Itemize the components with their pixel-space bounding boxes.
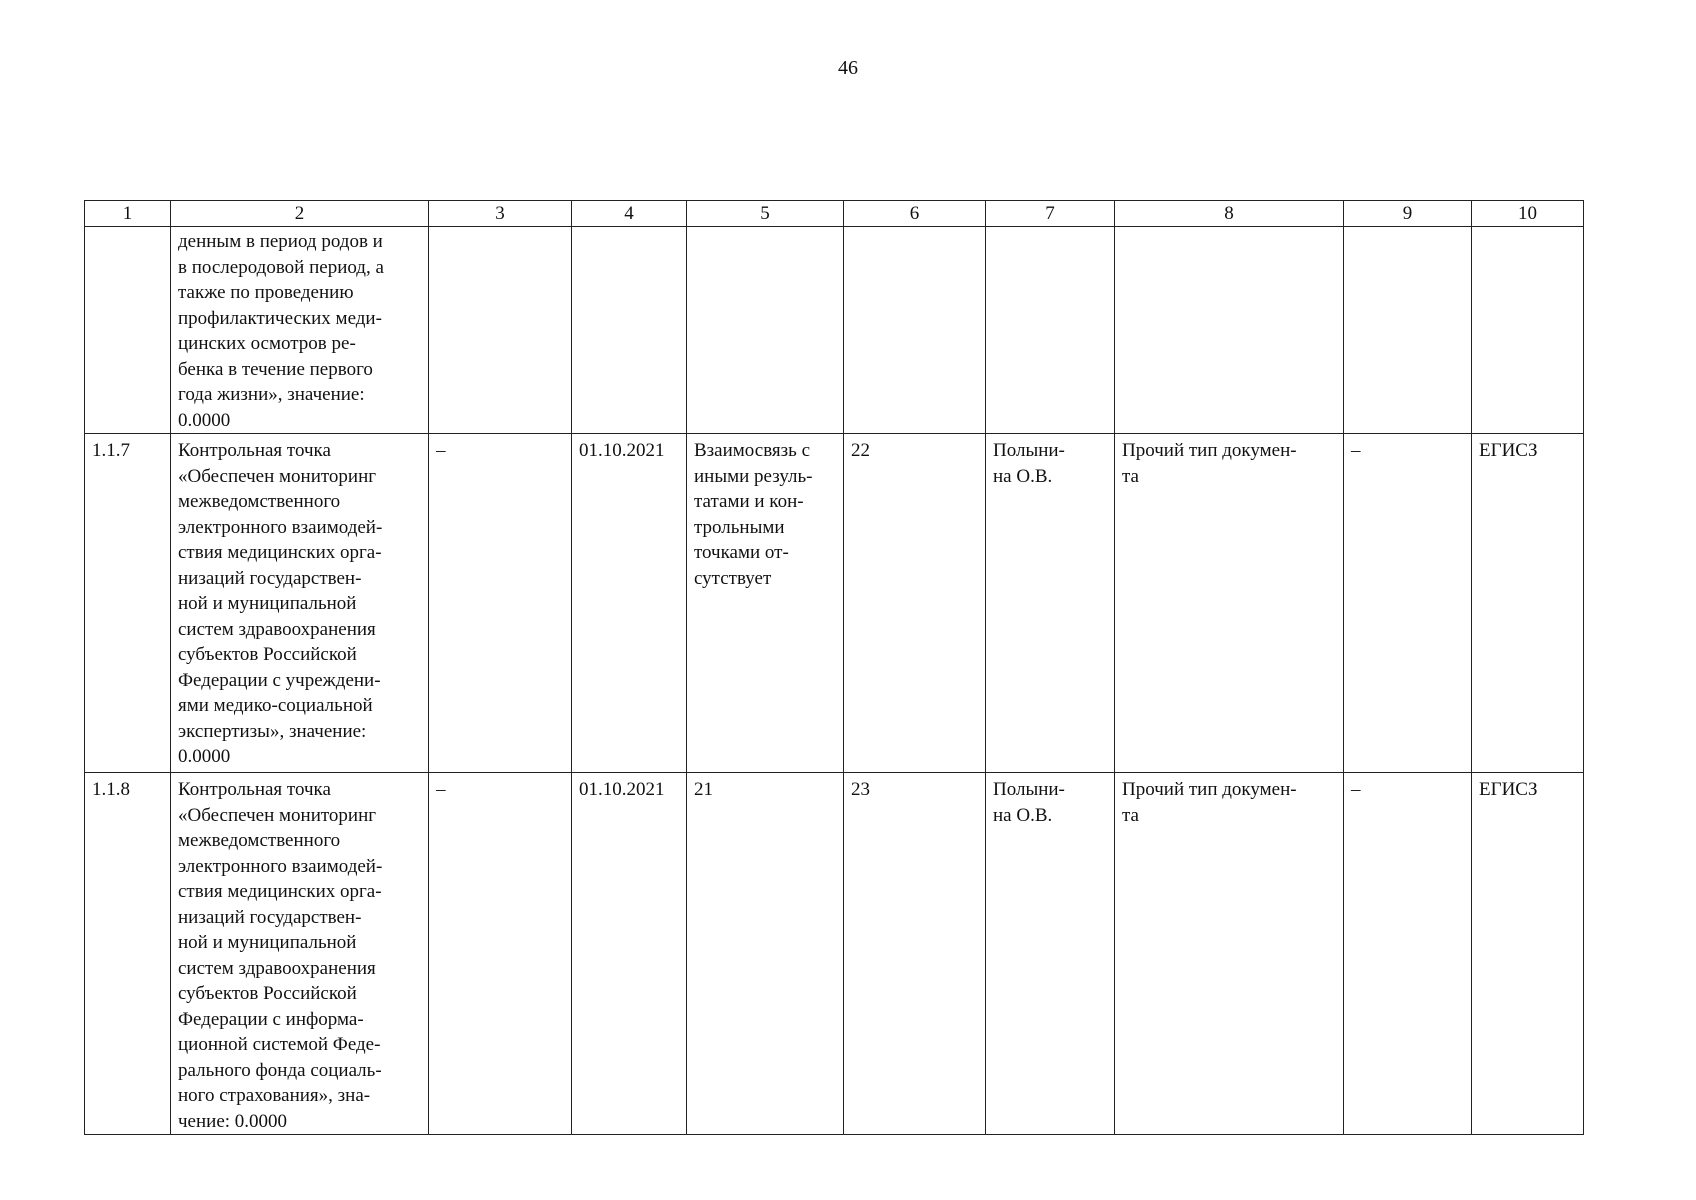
data-table xyxy=(84,200,1584,1135)
table-row xyxy=(85,227,1584,434)
cell-col9 xyxy=(1344,227,1472,434)
cell-col6 xyxy=(844,227,986,434)
cell-col9: – xyxy=(1344,773,1472,1135)
cell-description: Контрольная точка «Обеспечен мониторинг межведомственного электронного взаимодей- ствия медицинских орга- низаций государствен- ной и муниципальной систем здравоохранения субъектов Российской Федерации с учреждени- ями медико-социальной экспертизы», значение: 0.0000 xyxy=(171,434,429,773)
cell-col3: – xyxy=(429,773,572,1135)
cell-number xyxy=(85,227,171,434)
column-header: 5 xyxy=(687,201,844,227)
cell-number: 1.1.7 xyxy=(85,434,171,773)
cell-date: 01.10.2021 xyxy=(572,773,687,1135)
cell-number: 1.1.8 xyxy=(85,773,171,1135)
column-header: 8 xyxy=(1115,201,1344,227)
cell-date: 01.10.2021 xyxy=(572,434,687,773)
cell-system: ЕГИСЗ xyxy=(1472,434,1584,773)
cell-responsible: Полыни- на О.В. xyxy=(986,773,1115,1135)
cell-relation xyxy=(687,227,844,434)
cell-system xyxy=(1472,227,1584,434)
cell-col6: 23 xyxy=(844,773,986,1135)
table-header-row xyxy=(85,201,1584,227)
cell-date xyxy=(572,227,687,434)
cell-col9: – xyxy=(1344,434,1472,773)
table-row xyxy=(85,773,1584,1135)
cell-col3 xyxy=(429,227,572,434)
column-header: 10 xyxy=(1472,201,1584,227)
cell-document-type: Прочий тип докумен- та xyxy=(1115,434,1344,773)
cell-col3: – xyxy=(429,434,572,773)
cell-system: ЕГИСЗ xyxy=(1472,773,1584,1135)
cell-responsible xyxy=(986,227,1115,434)
column-header: 4 xyxy=(572,201,687,227)
column-header: 7 xyxy=(986,201,1115,227)
cell-responsible: Полыни- на О.В. xyxy=(986,434,1115,773)
page-number: 46 xyxy=(838,57,858,79)
column-header: 9 xyxy=(1344,201,1472,227)
table-row xyxy=(85,434,1584,773)
column-header: 1 xyxy=(85,201,171,227)
cell-relation: Взаимосвязь с иными резуль- татами и кон- трольными точками от- сутствует xyxy=(687,434,844,773)
cell-description: денным в период родов и в послеродовой период, а также по проведению профилактических меди- цинских осмотров ре- бенка в течение первого года жизни», значение: 0.0000 xyxy=(171,227,429,434)
column-header: 3 xyxy=(429,201,572,227)
cell-description: Контрольная точка «Обеспечен мониторинг межведомственного электронного взаимодей- ствия медицинских орга- низаций государствен- ной и муниципальной систем здравоохранения субъектов Российской Федерации с информа- ционной системой Феде- рального фонда социаль- ного страхования», зна- чение: 0.0000 xyxy=(171,773,429,1135)
column-header: 6 xyxy=(844,201,986,227)
cell-col6: 22 xyxy=(844,434,986,773)
cell-document-type xyxy=(1115,227,1344,434)
column-header: 2 xyxy=(171,201,429,227)
cell-document-type: Прочий тип докумен- та xyxy=(1115,773,1344,1135)
cell-relation: 21 xyxy=(687,773,844,1135)
